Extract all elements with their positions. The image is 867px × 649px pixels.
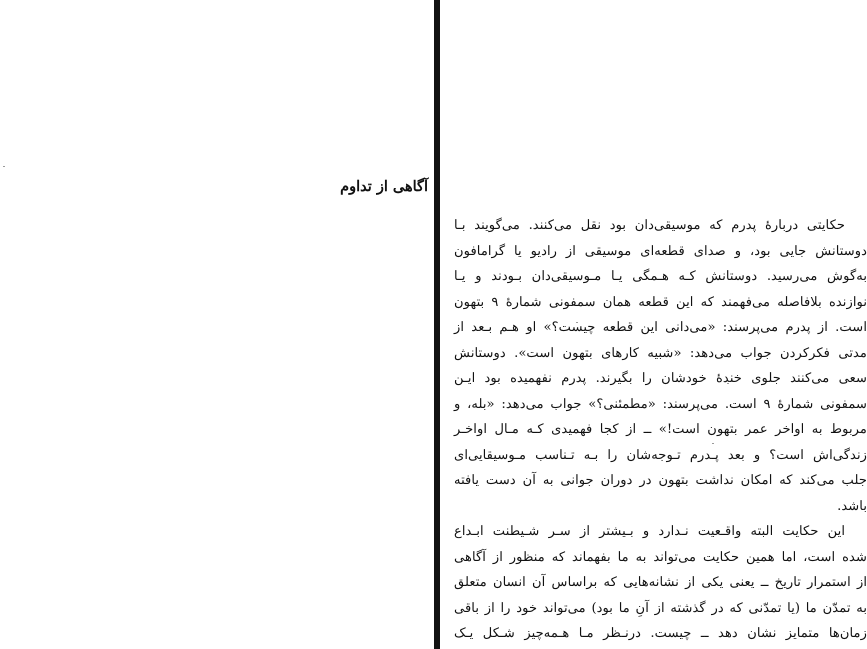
section-heading: آگاهی از تداوم — [340, 178, 428, 195]
text-line: حکایتی دربارهٔ پدرم که موسیقی‌دان بود نقل می‌کنند. می‌گویند بـا — [454, 218, 845, 233]
paragraph-2 — [454, 519, 867, 647]
text-line: از استمرار تاریخ ــ یعنی یکی از نشانه‌هایی که براساس آن انسان متعلق — [454, 575, 867, 590]
text-line: زندگی‌اش است؟ و بعد پـدرم تـوجه‌شان را بـه تـناسب مـوسیقایی‌ای — [454, 447, 867, 463]
text-line: سمفونی شمارهٔ ۹ است. می‌پرسند: «مطمئنی؟» جواب می‌دهد: «بله، و — [454, 396, 867, 412]
body-text — [454, 213, 867, 647]
text-line: جلب می‌کند که امکان نداشت بتهون در دوران جوانی به آن دست یافته — [454, 473, 867, 488]
text-line: مدتی فکرکردن جواب می‌دهد: «شبیه کارهای بتهون است». دوستانش — [454, 345, 867, 361]
text-line: شده است، اما همین حکایت می‌تواند به ما بفهماند که منظور از آگاهی — [454, 549, 867, 565]
text-line: مربوط به اواخر عمر بتهون است!» ــ از کجا فهمیدی کـه مـال اواخـر — [454, 422, 867, 437]
scan-speck — [3, 166, 5, 167]
right-page — [340, 0, 867, 649]
text-line: است. از پدرم می‌پرسند: «می‌دانی این قطعه چیست؟» او هـم بـعد از — [454, 320, 867, 335]
text-line: نوازنده بلافاصله می‌فهمند که این قطعه همان سمفونی شمارهٔ ۹ بتهون — [454, 294, 867, 310]
text-line: باشد. — [837, 498, 867, 514]
text-line: زمان‌ها متمایز نشان دهد ــ چیست. درنـظر مـا هـمه‌چیز شـکل یـک — [454, 626, 867, 641]
text-line: این حکایت البته واقـعیت نـدارد و بـیشتر از سـر شـیطنت ابـداع — [454, 524, 845, 539]
text-line: به‌گوش می‌رسید. دوستانش کـه هـمگی یـا مـوسیقی‌دان بـودند و یـا — [454, 269, 867, 284]
text-line: به تمدّن ما (یا تمدّنی که در گذشته از آنِ ما بود) می‌تواند خود را از باقی — [454, 600, 867, 616]
text-line: سعی می‌کنند جلوی خندهٔ خودشان را بگیرند. پدرم نفهمیده بود ایـن — [454, 371, 867, 386]
text-line: دوستانش جایی بود، و صدای قطعه‌ای موسیقی از رادیو یا گرامافون — [454, 243, 867, 259]
paragraph-1 — [454, 213, 867, 519]
